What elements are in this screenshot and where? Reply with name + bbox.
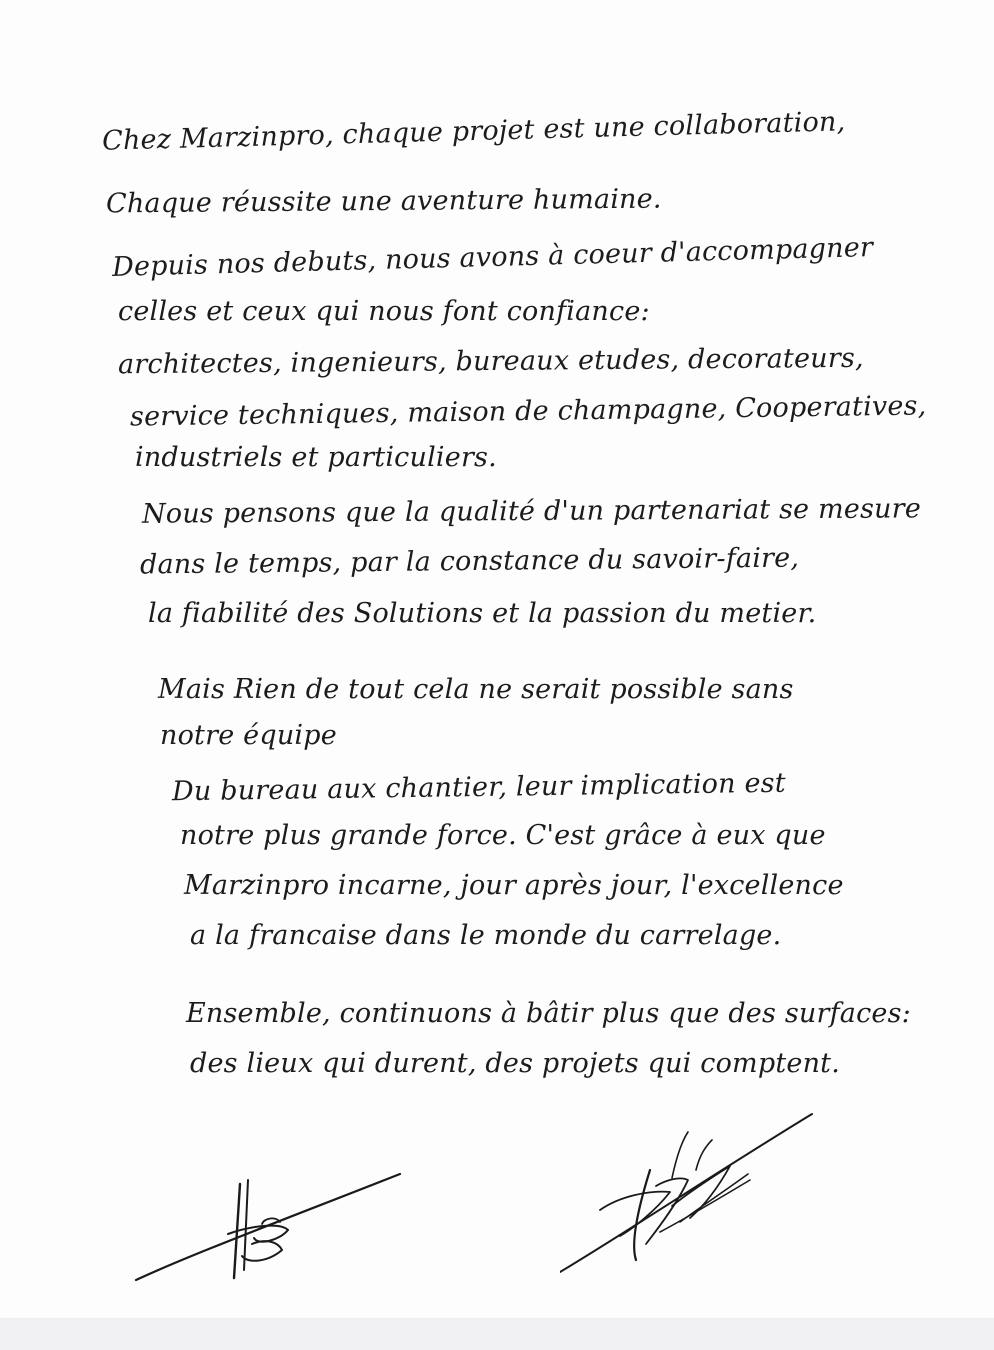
- letter-line: Chez Marzinpro, chaque projet est une collaboration,: [101, 106, 846, 157]
- letter-line: Depuis nos debuts, nous avons à coeur d'accompagner: [111, 232, 874, 283]
- letter-line: celles et ceux qui nous font confiance:: [118, 296, 650, 327]
- page-bottom-edge: [0, 1318, 994, 1350]
- letter-line: Du bureau aux chantier, leur implication est: [171, 767, 786, 808]
- letter-line: a la francaise dans le monde du carrelage.: [190, 920, 782, 951]
- letter-line: notre plus grande force. C'est grâce à eux que: [180, 820, 826, 851]
- letter-line: Marzinpro incarne, jour après jour, l'excellence: [184, 870, 844, 901]
- letter-line: architectes, ingenieurs, bureaux etudes, decorateurs,: [117, 342, 864, 381]
- letter-line: service techniques, maison de champagne, Cooperatives,: [129, 390, 927, 433]
- letter-line: notre équipe: [160, 720, 337, 751]
- signature-left-icon: [130, 1160, 410, 1290]
- letter-line: la fiabilité des Solutions et la passion du metier.: [148, 598, 817, 629]
- letter-line: Chaque réussite une aventure humaine.: [105, 183, 662, 220]
- letter-line: des lieux qui durent, des projets qui comptent.: [190, 1048, 840, 1079]
- letter-line: Mais Rien de tout cela ne serait possible sans: [158, 674, 794, 705]
- signature-right-icon: [560, 1110, 820, 1280]
- letter-line: Ensemble, continuons à bâtir plus que des surfaces:: [186, 998, 911, 1029]
- letter-line: industriels et particuliers.: [135, 442, 497, 473]
- letter-line: Nous pensons que la qualité d'un partenariat se mesure: [141, 493, 922, 530]
- letter-line: dans le temps, par la constance du savoir-faire,: [139, 542, 800, 581]
